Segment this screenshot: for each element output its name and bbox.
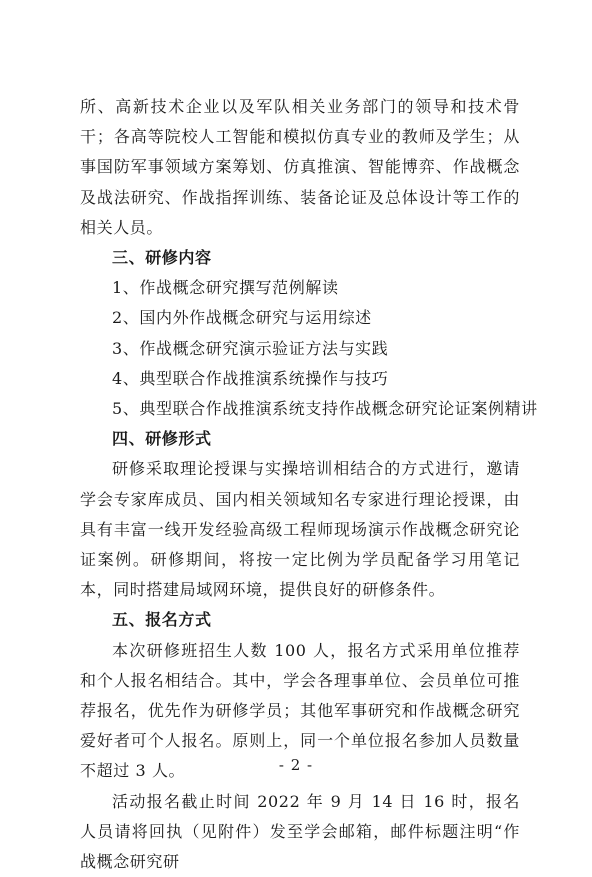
intro-paragraph: 所、高新技术企业以及军队相关业务部门的领导和技术骨干；各高等院校人工智能和模拟仿真专业的教师及学生；从事国防军事领域方案筹划、仿真推演、智能博弈、作战概念及战法研究、作战指挥训练、装备论证及总体设计等工作的相关人员。 <box>80 97 520 237</box>
section-heading-registration: 五、报名方式 <box>112 610 212 630</box>
registration-paragraph: 本次研修班招生人数 100 人，报名方式采用单位推荐和个人报名相结合。其中，学会各理事单位、会员单位可推荐报名，优先作为研修学员；其他军事研究和作战概念研究爱好者可个人报名。原则上，同一个单位报名参加人员数量不超过 3 人。 <box>80 640 520 781</box>
content-item-4: 4、典型联合作战推演系统操作与技巧 <box>112 368 389 388</box>
content-item-1: 1、作战概念研究撰写范例解读 <box>112 278 339 298</box>
content-item-2: 2、国内外作战概念研究与运用综述 <box>112 308 372 328</box>
deadline-paragraph: 活动报名截止时间 2022 年 9 月 14 日 16 时，报名人员请将回执（见附件）发至学会邮箱，邮件标题注明“作战概念研究研 <box>80 791 520 872</box>
format-paragraph: 研修采取理论授课与实操培训相结合的方式进行，邀请学会专家库成员、国内相关领域知名专家进行理论授课，由具有丰富一线开发经验高级工程师现场演示作战概念研究论证案例。研修期间，将按一定比例为学员配备学习用笔记本，同时搭建局域网环境，提供良好的研修条件。 <box>80 459 520 600</box>
content-item-3: 3、作战概念研究演示验证方法与实践 <box>112 338 389 358</box>
section-heading-format: 四、研修形式 <box>112 429 212 449</box>
section-heading-content: 三、研修内容 <box>112 248 212 268</box>
page-number: - 2 - <box>278 756 314 774</box>
content-item-5: 5、典型联合作战推演系统支持作战概念研究论证案例精讲 <box>112 399 538 419</box>
